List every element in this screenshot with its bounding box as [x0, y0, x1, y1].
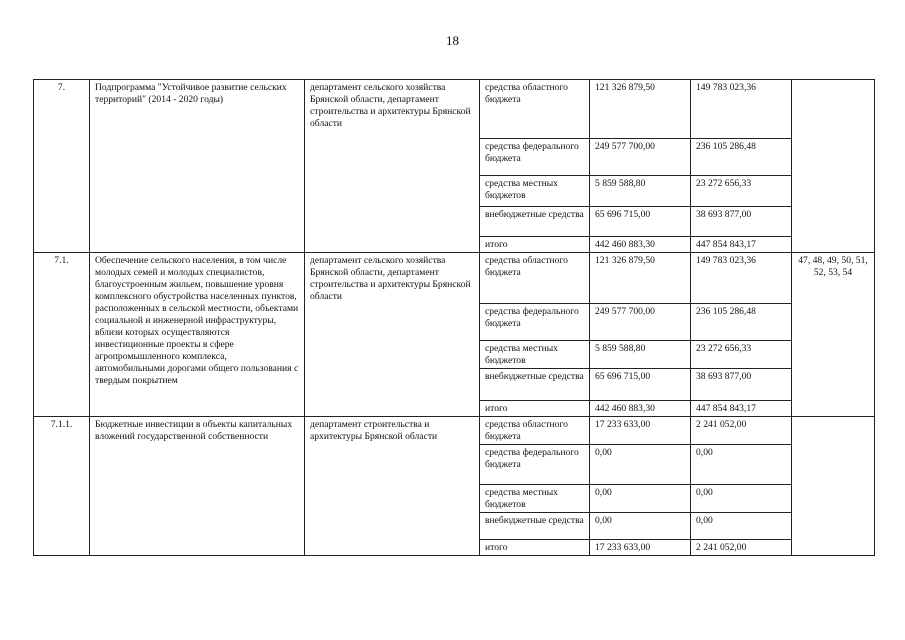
table-row [34, 417, 875, 445]
amount-2: 149 783 023,36 [691, 80, 792, 139]
funding-source: средства областного бюджета [480, 80, 590, 139]
section-number: 7. [34, 80, 90, 253]
funding-source: средства федерального бюджета [480, 304, 590, 341]
amount-1: 5 859 588,80 [590, 176, 691, 207]
section-executor: департамент сельского хозяйства Брянской области, департамент строительства и архитектуры Брянской области [305, 80, 480, 253]
amount-1: 65 696 715,00 [590, 369, 691, 401]
amount-2: 38 693 877,00 [691, 207, 792, 237]
funding-source: средства местных бюджетов [480, 341, 590, 369]
amount-2: 2 241 052,00 [691, 540, 792, 556]
amount-1: 0,00 [590, 485, 691, 513]
section-number: 7.1.1. [34, 417, 90, 556]
amount-2: 447 854 843,17 [691, 237, 792, 253]
amount-2: 236 105 286,48 [691, 139, 792, 176]
funding-source: средства областного бюджета [480, 253, 590, 304]
amount-2: 0,00 [691, 513, 792, 540]
amount-1: 121 326 879,50 [590, 253, 691, 304]
amount-2: 447 854 843,17 [691, 401, 792, 417]
budget-table [33, 79, 875, 556]
amount-2: 236 105 286,48 [691, 304, 792, 341]
amount-1: 65 696 715,00 [590, 207, 691, 237]
amount-1: 0,00 [590, 513, 691, 540]
funding-source: средства областного бюджета [480, 417, 590, 445]
indicator-numbers [792, 80, 875, 253]
amount-1: 17 233 633,00 [590, 417, 691, 445]
funding-source: средства местных бюджетов [480, 176, 590, 207]
table-row [34, 253, 875, 304]
section-number: 7.1. [34, 253, 90, 417]
funding-source: внебюджетные средства [480, 513, 590, 540]
amount-1: 249 577 700,00 [590, 304, 691, 341]
funding-source: средства местных бюджетов [480, 485, 590, 513]
funding-source: итого [480, 237, 590, 253]
budget-table-body [34, 80, 875, 556]
amount-2: 23 272 656,33 [691, 341, 792, 369]
funding-source: средства федерального бюджета [480, 445, 590, 485]
amount-2: 0,00 [691, 445, 792, 485]
table-row [34, 80, 875, 139]
funding-source: итого [480, 401, 590, 417]
funding-source: средства федерального бюджета [480, 139, 590, 176]
amount-2: 23 272 656,33 [691, 176, 792, 207]
amount-2: 38 693 877,00 [691, 369, 792, 401]
indicator-numbers [792, 417, 875, 556]
funding-source: внебюджетные средства [480, 207, 590, 237]
amount-1: 249 577 700,00 [590, 139, 691, 176]
section-name: Обеспечение сельского населения, в том числе молодых семей и молодых специалистов, благоустроенным жильем, повышение уровня комплексного обустройства населенных пунктов, расположенных в сельской местности, объектами социальной и инженерной инфраструктуры, вблизи которых осуществляются инвестиционные проекты в сфере агропромышленного комплекса, автомобильными дорогами общего пользования с твердым покрытием [90, 253, 305, 417]
amount-1: 121 326 879,50 [590, 80, 691, 139]
amount-2: 149 783 023,36 [691, 253, 792, 304]
section-executor: департамент сельского хозяйства Брянской области, департамент строительства и архитектуры Брянской области [305, 253, 480, 417]
funding-source: итого [480, 540, 590, 556]
amount-1: 17 233 633,00 [590, 540, 691, 556]
section-executor: департамент строительства и архитектуры Брянской области [305, 417, 480, 556]
section-name: Подпрограмма "Устойчивое развитие сельских территорий" (2014 - 2020 годы) [90, 80, 305, 253]
amount-1: 5 859 588,80 [590, 341, 691, 369]
amount-1: 442 460 883,30 [590, 237, 691, 253]
indicator-numbers: 47, 48, 49, 50, 51, 52, 53, 54 [792, 253, 875, 417]
amount-2: 0,00 [691, 485, 792, 513]
amount-2: 2 241 052,00 [691, 417, 792, 445]
amount-1: 442 460 883,30 [590, 401, 691, 417]
section-name: Бюджетные инвестиции в объекты капитальных вложений государственной собственности [90, 417, 305, 556]
page-number: 18 [446, 33, 459, 48]
amount-1: 0,00 [590, 445, 691, 485]
funding-source: внебюджетные средства [480, 369, 590, 401]
